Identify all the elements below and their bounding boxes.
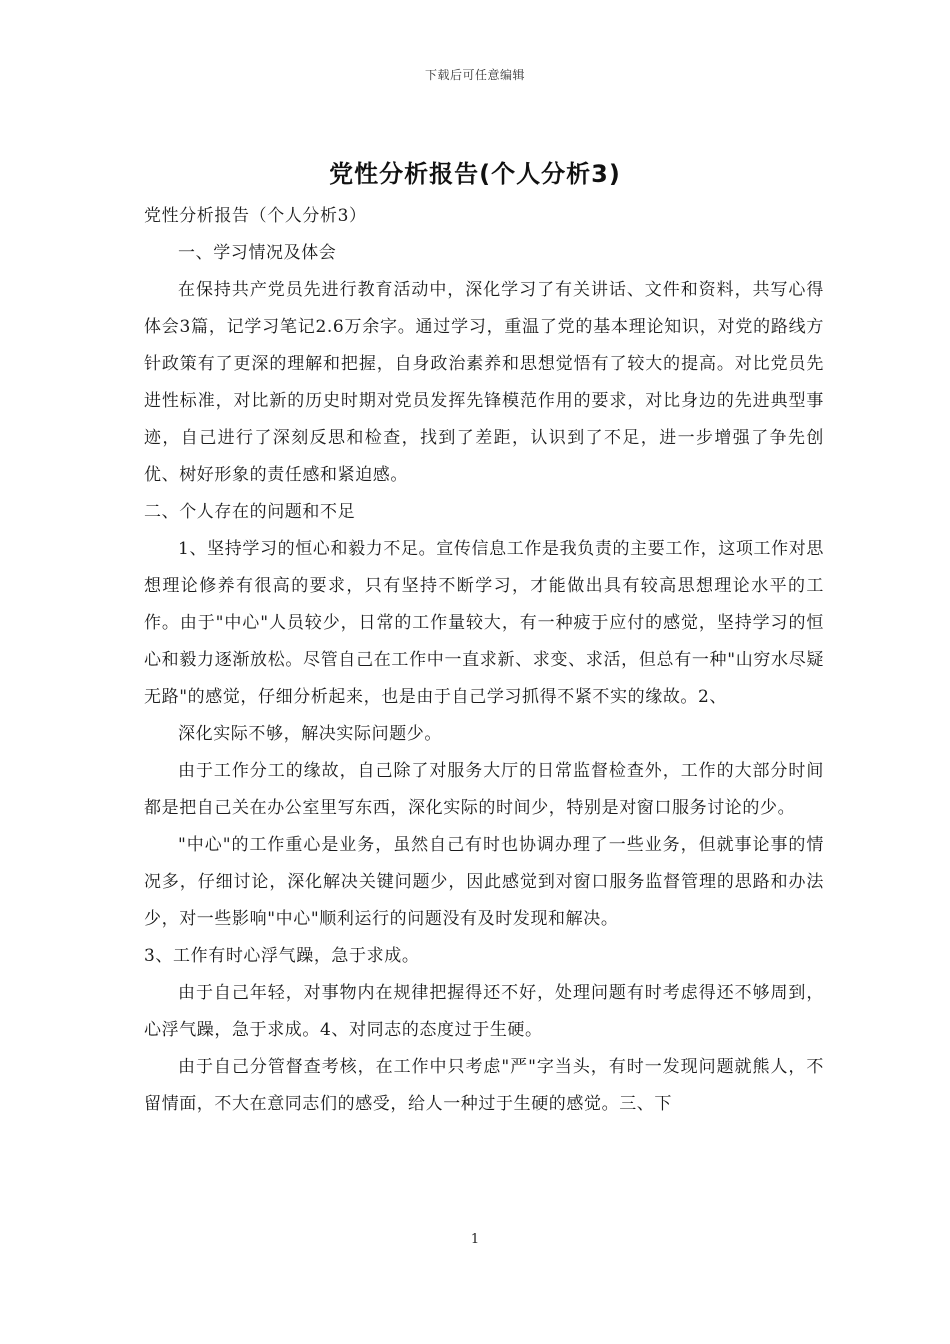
document-body <box>144 198 824 1123</box>
paragraph-issue-2-heading: 深化实际不够，解决实际问题少。 <box>178 724 442 744</box>
section-heading-2: 二、个人存在的问题和不足 <box>144 502 356 522</box>
paragraph-issue-2-detail: 由于工作分工的缘故，自己除了对服务大厅的日常监督检查外，工作的大部分时间都是把自己关在办公室里写东西，深化实际的时间少，特别是对窗口服务讨论的少。 <box>144 761 824 818</box>
paragraph-subtitle: 党性分析报告（个人分析3） <box>144 206 367 226</box>
paragraph-issue-3-heading: 3、工作有时心浮气躁，急于求成。 <box>144 946 420 966</box>
paragraph-issue-1: 1、坚持学习的恒心和毅力不足。宣传信息工作是我负责的主要工作，这项工作对思想理论修养有很高的要求，只有坚持不断学习，才能做出具有较高思想理论水平的工作。由于"中心"人员较少，日常的工作量较大，有一种疲于应付的感觉，坚持学习的恒心和毅力逐渐放松。尽管自己在工作中一直求新、求变、求活，但总有一种"山穷水尽疑无路"的感觉，仔细分析起来，也是由于自己学习抓得不紧不实的缘故。2、 <box>144 539 824 707</box>
paragraph-issue-3-detail: 由于自己年轻，对事物内在规律把握得还不好，处理问题有时考虑得还不够周到，心浮气躁，急于求成。4、对同志的态度过于生硬。 <box>144 983 824 1040</box>
page-number: 1 <box>470 1232 480 1247</box>
section-heading-1: 一、学习情况及体会 <box>178 243 337 263</box>
paragraph-study: 在保持共产党员先进行教育活动中，深化学习了有关讲话、文件和资料，共写心得体会3篇，记学习笔记2.6万余字。通过学习，重温了党的基本理论知识，对党的路线方针政策有了更深的理解和把握，自身政治素养和思想觉悟有了较大的提高。对比党员先进性标准，对比新的历史时期对党员发挥先锋模范作用的要求，对比身边的先进典型事迹，自己进行了深刻反思和检查，找到了差距，认识到了不足，进一步增强了争先创优、树好形象的责任感和紧迫感。 <box>144 280 824 485</box>
header-note: 下载后可任意编辑 <box>424 68 525 82</box>
paragraph-issue-2-extra: "中心"的工作重心是业务，虽然自己有时也协调办理了一些业务，但就事论事的情况多，仔细讨论，深化解决关键问题少，因此感觉到对窗口服务监督管理的思路和办法少，对一些影响"中心"顺利运行的问题没有及时发现和解决。 <box>144 835 824 929</box>
paragraph-issue-4-detail: 由于自己分管督查考核，在工作中只考虑"严"字当头，有时一发现问题就熊人，不留情面，不大在意同志们的感受，给人一种过于生硬的感觉。三、下 <box>144 1057 824 1114</box>
document-title: 党性分析报告(个人分析3) <box>329 160 621 188</box>
